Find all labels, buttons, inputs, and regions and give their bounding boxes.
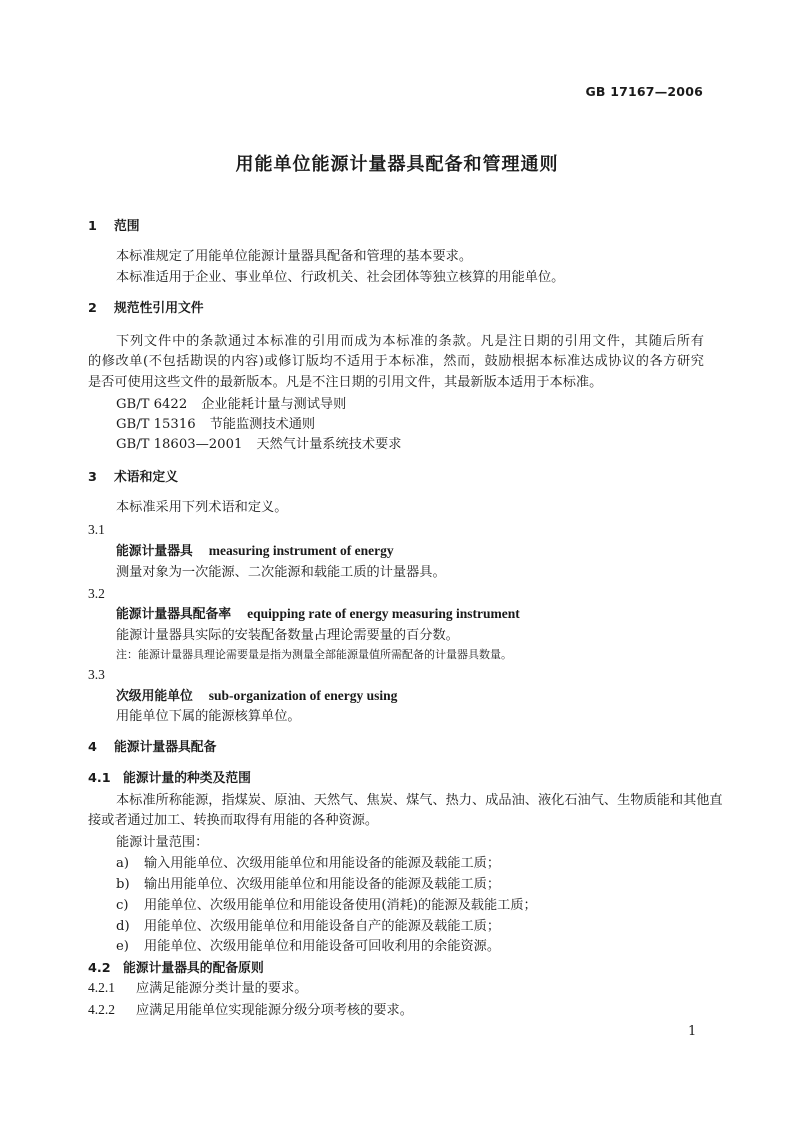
paragraph-line: 是否可使用这些文件的最新版本。凡是不注日期的引用文件，其最新版本适用于本标准。 (88, 375, 603, 390)
list-marker: b) (116, 877, 130, 892)
standard-number: GB 17167—2006 (585, 84, 703, 99)
paragraph-line: 接或者通过加工、转换而取得有用能的各种资源。 (88, 813, 379, 828)
list-text: 输入用能单位、次级用能单位和用能设备的能源及载能工质； (144, 856, 501, 871)
clause-4-2-2 (88, 1001, 413, 1020)
section-title: 规范性引用文件 (114, 301, 204, 316)
section-number: 3 (88, 470, 97, 485)
term-definition: 测量对象为一次能源、二次能源和载能工质的计量器具。 (116, 565, 446, 580)
normative-reference (116, 416, 315, 434)
term-chinese: 次级用能单位 (116, 689, 193, 704)
term-definition: 能源计量器具实际的安装配备数量占理论需要量的百分数。 (116, 628, 459, 643)
term-note: 注：能源计量器具理论需要量是指为测量全部能源量值所需配备的计量器具数量。 (116, 648, 512, 661)
term-definition: 用能单位下属的能源核算单位。 (116, 709, 301, 724)
section-number: 1 (88, 219, 97, 234)
paragraph-line: 本标准所称能源，指煤炭、原油、天然气、焦炭、煤气、热力、成品油、液化石油气、生物质能和其他直 (116, 793, 723, 808)
term-chinese: 能源计量器具配备率 (116, 607, 232, 622)
clause-text: 应满足用能单位实现能源分级分项考核的要求。 (136, 1003, 413, 1018)
paragraph-line: 的修改单(不包括勘误的内容)或修订版均不适用于本标准，然而，鼓励根据本标准达成协议的各方研究 (88, 354, 704, 369)
list-marker: d) (116, 919, 130, 934)
term-english: equipping rate of energy measuring instrument (247, 606, 520, 621)
reference-name: 天然气计量系统技术要求 (256, 437, 402, 452)
subsection-4-1-heading (88, 770, 251, 788)
clause-number: 4.2.1 (88, 980, 115, 995)
reference-name: 节能监测技术通则 (209, 417, 316, 432)
section-title: 术语和定义 (114, 470, 178, 485)
section-4-heading (88, 739, 216, 757)
clause-number: 4.2.2 (88, 1002, 115, 1017)
list-text: 用能单位、次级用能单位和用能设备可回收利用的余能资源。 (144, 939, 501, 954)
section-number: 4 (88, 740, 97, 755)
reference-code: GB/T 15316 (116, 417, 196, 432)
term-entry (116, 605, 520, 624)
document-title: 用能单位能源计量器具配备和管理通则 (235, 154, 559, 175)
section-3-heading (88, 469, 178, 487)
list-text: 用能单位、次级用能单位和用能设备自产的能源及载能工质； (144, 919, 501, 934)
term-number: 3.2 (88, 586, 105, 601)
page-number: 1 (688, 1024, 697, 1039)
section-1-heading (88, 218, 140, 236)
list-marker: e) (116, 939, 129, 954)
subsection-title: 能源计量的种类及范围 (123, 771, 251, 786)
list-marker: c) (116, 898, 129, 913)
list-marker: a) (116, 856, 130, 871)
term-chinese: 能源计量器具 (116, 544, 193, 559)
reference-code: GB/T 18603—2001 (116, 437, 243, 452)
term-number: 3.3 (88, 667, 105, 682)
clause-4-2-1 (88, 979, 307, 998)
subsection-4-2-heading (88, 960, 264, 978)
subsection-title: 能源计量器具的配备原则 (123, 961, 264, 976)
list-item (116, 938, 500, 956)
list-item (116, 855, 500, 873)
paragraph-line: 下列文件中的条款通过本标准的引用而成为本标准的条款。凡是注日期的引用文件，其随后所有 (116, 334, 704, 349)
section-title: 范围 (114, 219, 140, 234)
subsection-number: 4.1 (88, 771, 111, 786)
term-entry (116, 687, 397, 706)
scope-label: 能源计量范围： (116, 835, 209, 850)
reference-name: 企业能耗计量与测试导则 (201, 397, 347, 412)
clause-text: 应满足能源分类计量的要求。 (136, 981, 308, 996)
list-text: 用能单位、次级用能单位和用能设备使用(消耗)的能源及载能工质； (144, 898, 537, 913)
list-text: 输出用能单位、次级用能单位和用能设备的能源及载能工质； (144, 877, 501, 892)
list-item (116, 876, 500, 894)
list-item (116, 918, 500, 936)
list-item (116, 897, 537, 915)
term-entry (116, 542, 394, 561)
paragraph: 本标准采用下列术语和定义。 (116, 500, 288, 515)
paragraph: 本标准适用于企业、事业单位、行政机关、社会团体等独立核算的用能单位。 (116, 270, 565, 285)
paragraph: 本标准规定了用能单位能源计量器具配备和管理的基本要求。 (116, 249, 473, 264)
term-english: measuring instrument of energy (208, 543, 394, 558)
normative-reference (116, 436, 401, 454)
term-number: 3.1 (88, 522, 105, 537)
normative-reference (116, 396, 346, 414)
section-title: 能源计量器具配备 (114, 740, 217, 755)
subsection-number: 4.2 (88, 961, 111, 976)
section-2-heading (88, 300, 204, 318)
term-english: sub-organization of energy using (208, 688, 398, 703)
section-number: 2 (88, 301, 97, 316)
reference-code: GB/T 6422 (116, 397, 188, 412)
